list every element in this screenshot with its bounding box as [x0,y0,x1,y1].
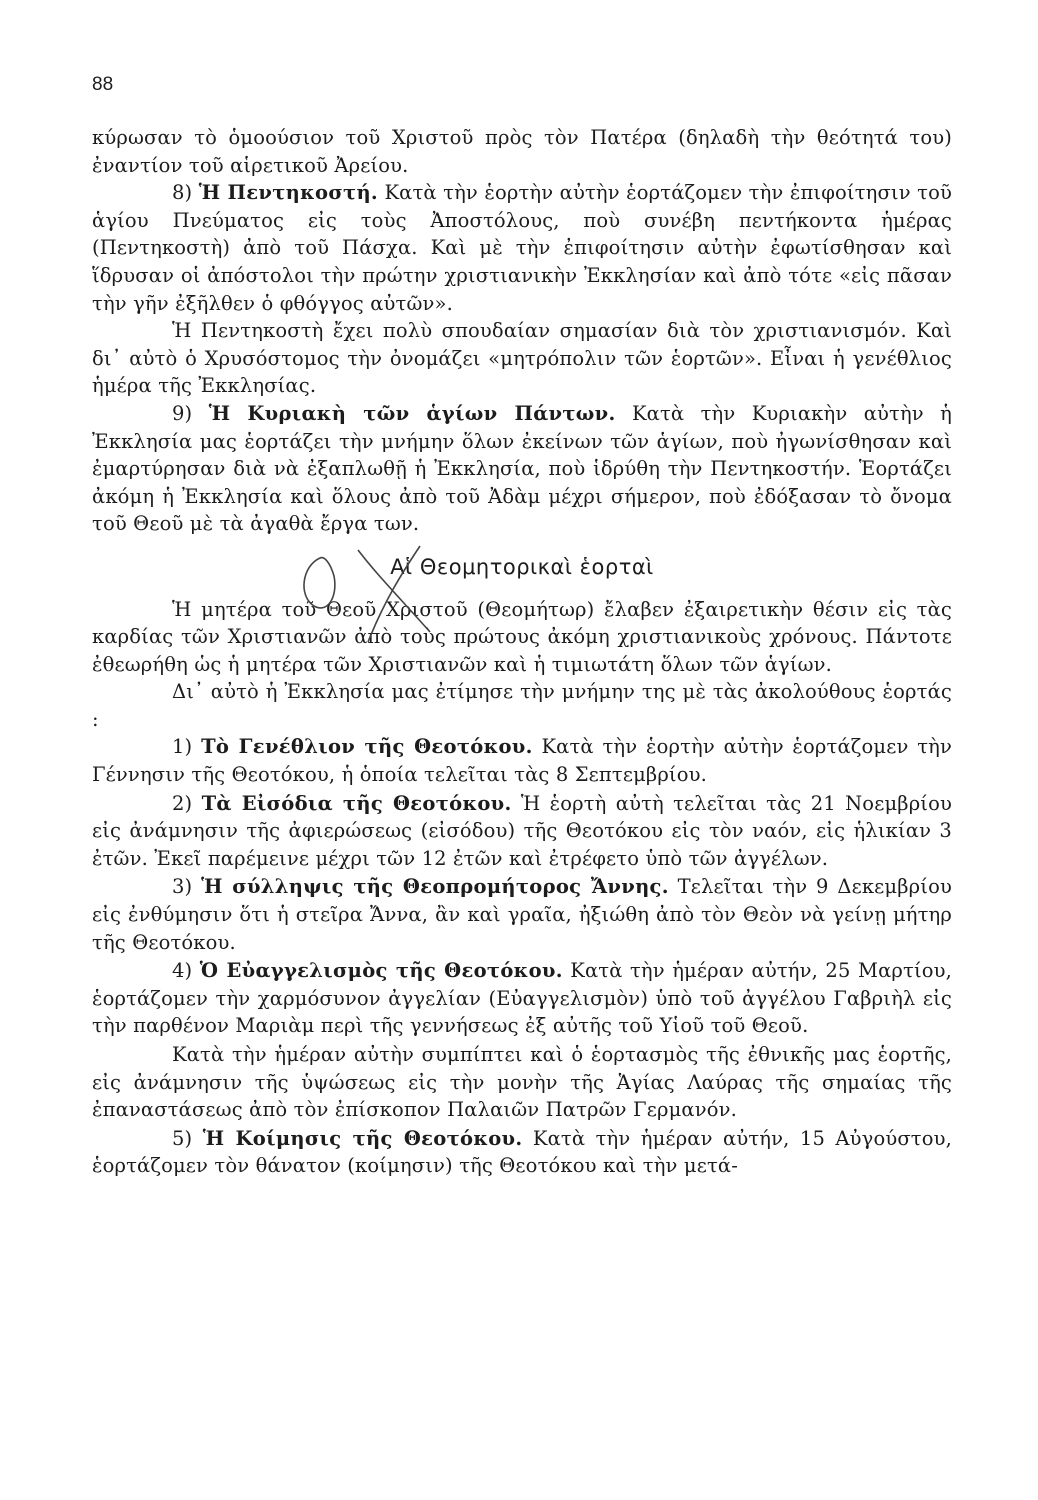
section-heading-wrap [92,554,952,582]
feast-title: Ὁ Εὐαγγελισμὸς τῆς Θεοτόκου. [199,959,563,983]
item-title: Ἡ Πεντηκοστή. [198,181,379,205]
section-heading: Αἱ Θεομητορικαὶ ἑορταὶ [390,554,654,579]
paragraph-continuation: κύρωσαν τὸ ὁμοούσιον τοῦ Χριστοῦ πρὸς τὸν Πατέρα (δηλαδὴ τὴν θεότητά του) ἐναντίον τοῦ αἱρετικοῦ Ἀρείου. [92,126,952,177]
paragraph-pentecost-meaning: Ἡ Πεντηκοστὴ ἔχει πολὺ σπουδαίαν σημασίαν διὰ τὸν χριστιανισμόν. Καὶ δι᾽ αὐτὸ ὁ Χρυσόστομος τὴν ὀνομάζει «μητρόπολιν τῶν ἑορτῶν». Εἶναι ἡ γενέθλιος ἡμέρα τῆς Ἐκκλησίας. [92,319,952,398]
item-number: 8) [172,181,193,205]
feast-text: Ἡ ἑορτὴ αὐτὴ τελεῖται τὰς 21 Νοεμβρίου εἰς ἀνάμνησιν τῆς ἀφιερώσεως (εἰσόδου) τῆς Θεοτόκου εἰς τὸν ναόν, εἰς ἡλικίαν 3 ἐτῶν. Ἐκεῖ παρέμεινε μέχρι τῶν 12 ἐτῶν καὶ ἐτρέφετο ὑπὸ τῶν ἀγγέλων. [92,791,953,870]
item-number: 9) [172,401,193,425]
page-number: 88 [92,74,114,95]
feast-number: 1) [172,735,193,759]
feast-item-nativity [92,733,952,788]
feast-text: Κατὰ τὴν ἡμέραν αὐτήν, 15 Αὐγούστου, ἑορτάζομεν τὸν θάνατον (κοίμησιν) τῆς Θεοτόκου καὶ τὴν μετά- [92,1126,952,1178]
feast-number: 2) [172,791,193,815]
feast-number: 5) [172,1126,193,1150]
feast-item-conception [92,873,952,956]
paragraph-theotokos-intro: Ἡ μητέρα τοῦ Θεοῦ Χριστοῦ (Θεομήτωρ) ἔλαβεν ἐξαιρετικὴν θέσιν εἰς τὰς καρδίας τῶν Χριστιανῶν ἀπὸ τοὺς πρώτους ἀκόμη χριστιανικοὺς χρόνους. Πάντοτε ἐθεωρήθη ὡς ἡ μητέρα τῶν Χριστιανῶν καὶ ἡ τιμιωτάτη ὅλων τῶν ἁγίων. [92,597,952,676]
item-pentecost [92,179,952,317]
item-all-saints [92,400,952,538]
feast-number: 3) [172,875,193,899]
item-text: Κατὰ τὴν Κυριακὴν αὐτὴν ἡ Ἐκκλησία μας ἑορτάζει τὴν μνήμην ὅλων ἐκείνων τῶν ἁγίων, ποὺ ἠγωνίσθησαν καὶ ἐμαρτύρησαν διὰ νὰ ἐξαπλωθῇ ἡ Ἐκκλησία, ποὺ ἱδρύθη τὴν Πεντηκοστήν. Ἑορτάζει ἀκόμη ἡ Ἐκκλησία καὶ ὅλους ἀπὸ τοῦ Ἀδὰμ μέχρι σήμερον, ποὺ ἐδόξασαν τὸ ὄνομα τοῦ Θεοῦ μὲ τὰ ἀγαθὰ ἔργα των. [92,401,952,536]
feast-text: Κατὰ τὴν ἡμέραν αὐτήν, 25 Μαρτίου, ἑορτάζομεν τὴν χαρμόσυνον ἀγγελίαν (Εὐαγγελισμὸν) ὑπὸ τοῦ ἀγγέλου Γαβριὴλ εἰς τὴν παρθένον Μαριὰμ περὶ τῆς γεννήσεως ἐξ αὐτῆς τοῦ Υἱοῦ τοῦ Θεοῦ. [92,959,952,1038]
feast-number: 4) [172,959,193,983]
item-title: Ἡ Κυριακὴ τῶν ἁγίων Πάντων. [208,401,616,425]
paragraph-feasts-intro: Δι᾽ αὐτὸ ἡ Ἐκκλησία μας ἐτίμησε τὴν μνήμην της μὲ τὰς ἀκολούθους ἑορτάς : [92,680,952,731]
page-body [92,124,952,1180]
feast-text: Κατὰ τὴν ἑορτὴν αὐτὴν ἑορτάζομεν τὴν Γέννησιν τῆς Θεοτόκου, ἡ ὁποία τελεῖται τὰς 8 Σεπτεμβρίου. [92,735,952,787]
feast-title: Τὸ Γενέθλιον τῆς Θεοτόκου. [201,735,533,759]
paragraph-national-holiday: Κατὰ τὴν ἡμέραν αὐτὴν συμπίπτει καὶ ὁ ἑορτασμὸς τῆς ἐθνικῆς μας ἑορτῆς, εἰς ἀνάμνησιν τῆς ὑψώσεως εἰς τὴν μονὴν τῆς Ἁγίας Λαύρας τῆς σημαίας τῆς ἐπαναστάσεως ἀπὸ τὸν ἐπίσκοπον Παλαιῶν Πατρῶν Γερμανόν. [92,1043,952,1122]
feast-item-dormition [92,1125,952,1180]
feast-item-annunciation [92,957,952,1040]
feast-title: Τὰ Εἰσόδια τῆς Θεοτόκου. [201,791,512,815]
feast-text: Τελεῖται τὴν 9 Δεκεμβρίου εἰς ἐνθύμησιν ὅτι ἡ στεῖρα Ἄννα, ἂν καὶ γραῖα, ἠξιώθη ἀπὸ τὸν Θεὸν νὰ γείνῃ μήτηρ τῆς Θεοτόκου. [92,875,952,954]
feast-title: Ἡ σύλληψις τῆς Θεοπρομήτορος Ἄννης. [201,875,669,899]
item-text: Κατὰ τὴν ἑορτὴν αὐτὴν ἑορτάζομεν τὴν ἐπιφοίτησιν τοῦ ἁγίου Πνεύματος εἰς τοὺς Ἀποστόλους, ποὺ συνέβη πεντήκοντα ἡμέρας (Πεντηκοστὴ) ἀπὸ τοῦ Πάσχα. Καὶ μὲ τὴν ἐπιφοίτησιν αὐτὴν ἐφωτίσθησαν καὶ ἵδρυσαν οἱ ἀπόστολοι τὴν πρώτην χριστιανικὴν Ἐκκλησίαν καὶ ἀπὸ τότε «εἰς πᾶσαν τὴν γῆν ἐξῆλθεν ὁ φθόγγος αὐτῶν». [92,181,952,315]
feast-item-entry [92,790,952,873]
feast-title: Ἡ Κοίμησις τῆς Θεοτόκου. [202,1126,523,1150]
